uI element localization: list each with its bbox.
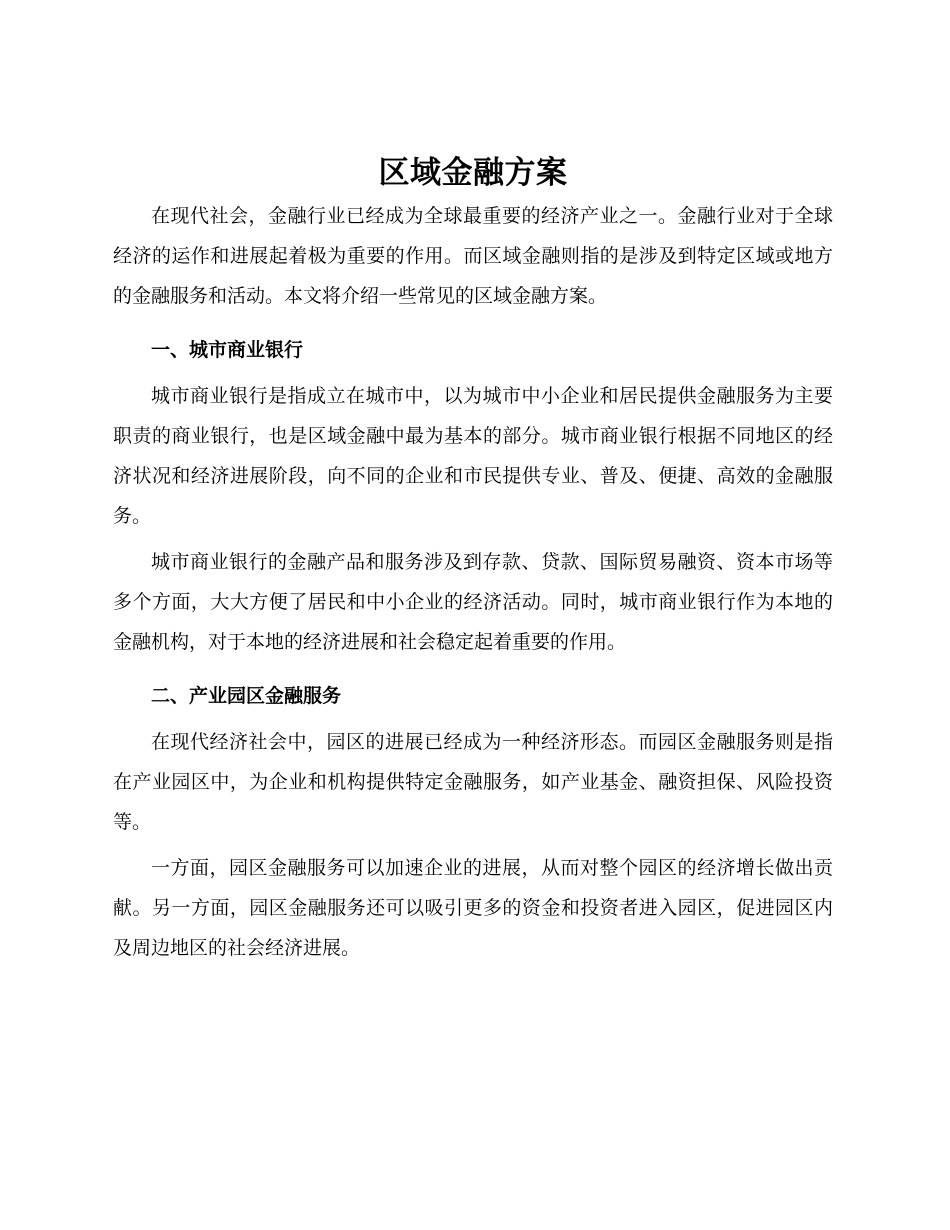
document-title: 区域金融方案 xyxy=(378,155,568,191)
spacer xyxy=(113,316,833,330)
section-2-paragraph-1: 在现代经济社会中，园区的进展已经成为一种经济形态。而园区金融服务则是指在产业园区中，为企业和机构提供特定金融服务，如产业基金、融资担保、风险投资等。 xyxy=(113,731,833,833)
section-heading-city-bank: 一、城市商业银行 xyxy=(151,339,304,361)
spacer xyxy=(113,662,833,676)
section-heading-industrial-park: 二、产业园区金融服务 xyxy=(151,685,342,707)
section-2-paragraph-2: 一方面，园区金融服务可以加速企业的进展，从而对整个园区的经济增长做出贡献。另一方面，园区金融服务还可以吸引更多的资金和投资者进入园区，促进园区内及周边地区的社会经济进展。 xyxy=(113,857,833,959)
document-body xyxy=(113,150,833,968)
section-1-paragraph-2: 城市商业银行的金融产品和服务涉及到存款、贷款、国际贸易融资、资本市场等多个方面，大大方便了居民和中小企业的经济活动。同时，城市商业银行作为本地的金融机构，对于本地的经济进展和社会稳定起着重要的作用。 xyxy=(113,551,833,653)
intro-paragraph: 在现代社会，金融行业已经成为全球最重要的经济产业之一。金融行业对于全球经济的运作和进展起着极为重要的作用。而区域金融则指的是涉及到特定区域或地方的金融服务和活动。本文将介绍一些常见的区域金融方案。 xyxy=(113,205,833,307)
section-1-paragraph-1: 城市商业银行是指成立在城市中，以为城市中小企业和居民提供金融服务为主要职责的商业银行，也是区域金融中最为基本的部分。城市商业银行根据不同地区的经济状况和经济进展阶段，向不同的企业和市民提供专业、普及、便捷、高效的金融服务。 xyxy=(113,385,833,527)
